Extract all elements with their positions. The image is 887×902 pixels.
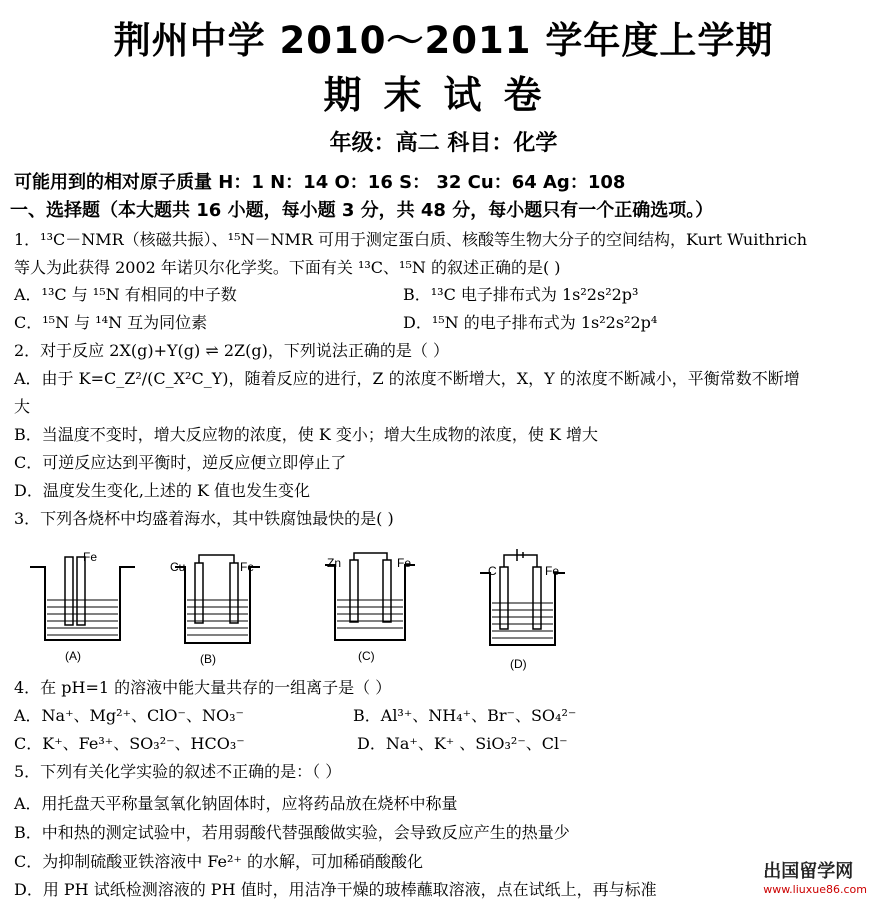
section-heading: 一、选择题（本大题共 16 小题，每小题 3 分，共 48 分，每小题只有一个正确选项。） bbox=[10, 200, 714, 221]
q4-option-c: C．K⁺、Fe³⁺、SO₃²⁻、HCO₃⁻ bbox=[14, 734, 245, 753]
q2-option-d: D．温度发生变化,上述的 K 值也发生变化 bbox=[14, 481, 311, 500]
electrode-label: Zn bbox=[327, 556, 342, 570]
beaker-c bbox=[325, 553, 415, 663]
q4-option-b: B．Al³⁺、NH₄⁺、Br⁻、SO₄²⁻ bbox=[353, 706, 577, 725]
q3-stem: 3．下列各烧杯中均盛着海水，其中铁腐蚀最快的是( ) bbox=[14, 509, 394, 528]
electrode-label: Fe bbox=[83, 550, 98, 564]
q5-stem: 5．下列有关化学实验的叙述不正确的是：（ ） bbox=[14, 762, 342, 781]
q1-option-c: C．¹⁵N 与 ¹⁴N 互为同位素 bbox=[14, 313, 208, 332]
q4-stem: 4．在 pH=1 的溶液中能大量共存的一组离子是（ ） bbox=[14, 678, 392, 697]
q3-beaker-figures bbox=[25, 545, 625, 675]
watermark bbox=[763, 857, 867, 896]
q1-option-a: A．¹³C 与 ¹⁵N 有相同的中子数 bbox=[14, 285, 237, 304]
q1-stem-line1: 1．¹³C－NMR（核磁共振）、¹⁵N－NMR 可用于测定蛋白质、核酸等生物大分子的空间结构，Kurt Wuithrich bbox=[14, 230, 808, 249]
q1-option-d: D．¹⁵N 的电子排布式为 1s²2s²2p⁴ bbox=[403, 313, 658, 332]
atomic-masses: 可能用到的相对原子质量 H：1 N：14 O：16 S： 32 Cu：64 Ag：108 bbox=[14, 172, 626, 193]
q2-option-c: C．可逆反应达到平衡时，逆反应便立即停止了 bbox=[14, 453, 347, 472]
q4-option-a: A．Na⁺、Mg²⁺、ClO⁻、NO₃⁻ bbox=[14, 706, 244, 725]
q1-option-b: B．¹³C 电子排布式为 1s²2s²2p³ bbox=[403, 285, 639, 304]
q5-option-a: A．用托盘天平称量氢氧化钠固体时，应将药品放在烧杯中称量 bbox=[14, 794, 458, 813]
beaker-b bbox=[170, 555, 260, 666]
electrode-label: Cu bbox=[170, 560, 186, 574]
electrode-label: Fe bbox=[240, 560, 255, 574]
electrode-label: Fe bbox=[397, 556, 412, 570]
watermark-title: 出国留学网 bbox=[763, 861, 854, 882]
beaker-d bbox=[480, 549, 565, 671]
exam-title: 荆州中学 2010～2011 学年度上学期 bbox=[113, 19, 774, 62]
q2-option-b: B．当温度不变时，增大反应物的浓度，使 K 变小；增大生成物的浓度，使 K 增大 bbox=[14, 425, 599, 444]
figure-label: (B) bbox=[200, 652, 216, 666]
q2-option-a-line1: A．由于 K=C_Z²/(C_X²C_Y)，随着反应的进行，Z 的浓度不断增大，X，Y 的浓度不断减小，平衡常数不断增 bbox=[14, 369, 800, 388]
q2-option-a-line2: 大 bbox=[14, 397, 31, 416]
q5-option-c: C．为抑制硫酸亚铁溶液中 Fe²⁺ 的水解，可加稀硝酸酸化 bbox=[14, 852, 423, 871]
figure-label: (C) bbox=[358, 649, 375, 663]
watermark-url: www.liuxue86.com bbox=[763, 883, 867, 896]
electrode-label: C bbox=[488, 564, 497, 578]
exam-subtitle: 期末试卷 bbox=[323, 73, 564, 117]
figure-label: (D) bbox=[510, 657, 527, 671]
q2-stem: 2．对于反应 2X(g)+Y(g) ⇌ 2Z(g)，下列说法正确的是（ ） bbox=[14, 341, 449, 360]
q5-option-b: B．中和热的测定试验中，若用弱酸代替强酸做实验，会导致反应产生的热量少 bbox=[14, 823, 570, 842]
q5-option-d: D．用 PH 试纸检测溶液的 PH 值时，用洁净干燥的玻棒蘸取溶液，点在试纸上，再与标准 bbox=[14, 880, 657, 899]
figure-label: (A) bbox=[65, 649, 81, 663]
exam-info: 年级：高二 科目：化学 bbox=[329, 131, 558, 156]
q1-stem-line2: 等人为此获得 2002 年诺贝尔化学奖。下面有关 ¹³C、¹⁵N 的叙述正确的是( ) bbox=[14, 258, 561, 277]
electrode-label: Fe bbox=[545, 564, 560, 578]
beaker-a bbox=[30, 550, 135, 663]
q4-option-d: D．Na⁺、K⁺ 、SiO₃²⁻、Cl⁻ bbox=[357, 734, 568, 753]
